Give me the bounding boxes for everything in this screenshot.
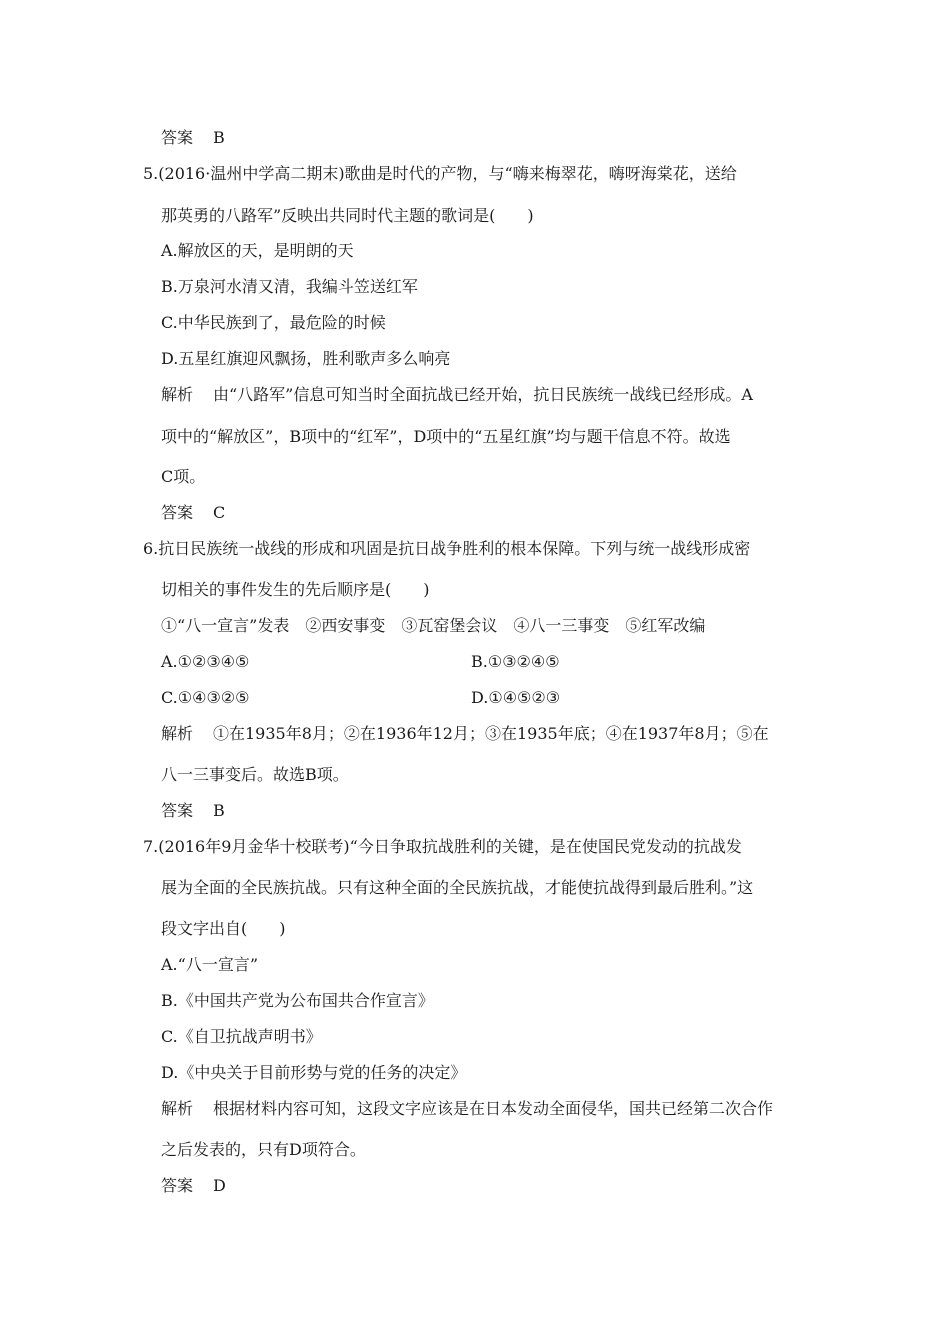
- answer-value: C: [213, 503, 226, 522]
- question-5-analysis-line-1: [161, 384, 753, 406]
- analysis-text: 由“八路军”信息可知当时全面抗战已经开始，抗日民族统一战线已经形成。A: [213, 385, 753, 404]
- question-7-stem-line-3: 段文字出自( ): [161, 919, 286, 938]
- analysis-label: 解析: [161, 385, 194, 404]
- question-7-analysis-line-1: [161, 1098, 773, 1120]
- analysis-label: 解析: [161, 724, 194, 743]
- question-7-stem-line-2: 展为全面的全民族抗战。只有这种全面的全民族抗战，才能使抗战得到最后胜利。”这: [161, 878, 754, 897]
- question-7-option-a: A.“八一宣言”: [161, 955, 259, 974]
- question-5-analysis-line-3: C项。: [161, 467, 206, 486]
- question-7-option-d: D.《中央关于目前形势与党的任务的决定》: [161, 1063, 467, 1082]
- analysis-label: 解析: [161, 1099, 194, 1118]
- question-7-option-c: C.《自卫抗战声明书》: [161, 1027, 322, 1046]
- question-5-option-d: D.五星红旗迎风飘扬，胜利歌声多么响亮: [161, 349, 451, 368]
- question-5-option-b: B.万泉河水清又清，我编斗笠送红军: [161, 277, 418, 296]
- answer-label: 答案: [161, 128, 194, 147]
- question-5-option-a: A.解放区的天，是明朗的天: [161, 241, 354, 260]
- answer-value: B: [213, 128, 225, 147]
- question-5-analysis-line-2: 项中的“解放区”，B项中的“红军”，D项中的“五星红旗”均与题干信息不符。故选: [161, 427, 731, 446]
- answer-label: 答案: [161, 801, 194, 820]
- question-6-events: ①“八一宣言”发表 ②西安事变 ③瓦窑堡会议 ④八一三事变 ⑤红军改编: [161, 616, 706, 635]
- answer-label: 答案: [161, 503, 194, 522]
- question-6-option-a: A.①②③④⑤: [161, 652, 250, 671]
- question-5-stem-line-2: 那英勇的八路军”反映出共同时代主题的歌词是( ): [161, 206, 534, 225]
- answer-label: 答案: [161, 1176, 194, 1195]
- question-6-stem-line-2: 切相关的事件发生的先后顺序是( ): [161, 580, 430, 599]
- answer-value: B: [213, 801, 225, 820]
- question-5-stem-line-1: 5.(2016·温州中学高二期末)歌曲是时代的产物，与“嗨来梅翠花，嗨呀海棠花，送给: [143, 164, 737, 183]
- analysis-text: ①在1935年8月；②在1936年12月；③在1935年底；④在1937年8月；⑤在: [213, 724, 769, 743]
- answer-value: D: [213, 1176, 226, 1195]
- analysis-text: 根据材料内容可知，这段文字应该是在日本发动全面侵华，国共已经第二次合作: [213, 1099, 774, 1118]
- question-7-analysis-line-2: 之后发表的，只有D项符合。: [161, 1140, 366, 1159]
- question-6-analysis-line-1: [161, 723, 769, 745]
- answer-line: [161, 127, 225, 149]
- question-5-option-c: C.中华民族到了，最危险的时候: [161, 313, 386, 332]
- question-6-answer: [161, 800, 225, 822]
- question-7-option-b: B.《中国共产党为公布国共合作宣言》: [161, 991, 434, 1010]
- question-7-answer: [161, 1175, 226, 1197]
- question-6-analysis-line-2: 八一三事变后。故选B项。: [161, 765, 349, 784]
- question-5-answer: [161, 502, 225, 524]
- question-6-option-c: C.①④③②⑤: [161, 688, 250, 707]
- question-6-option-b: B.①③②④⑤: [471, 652, 560, 671]
- question-7-stem-line-1: 7.(2016年9月金华十校联考)“今日争取抗战胜利的关键，是在使国民党发动的抗战发: [143, 837, 742, 856]
- question-6-option-d: D.①④⑤②③: [471, 688, 561, 707]
- question-6-stem-line-1: 6.抗日民族统一战线的形成和巩固是抗日战争胜利的根本保障。下列与统一战线形成密: [143, 539, 751, 558]
